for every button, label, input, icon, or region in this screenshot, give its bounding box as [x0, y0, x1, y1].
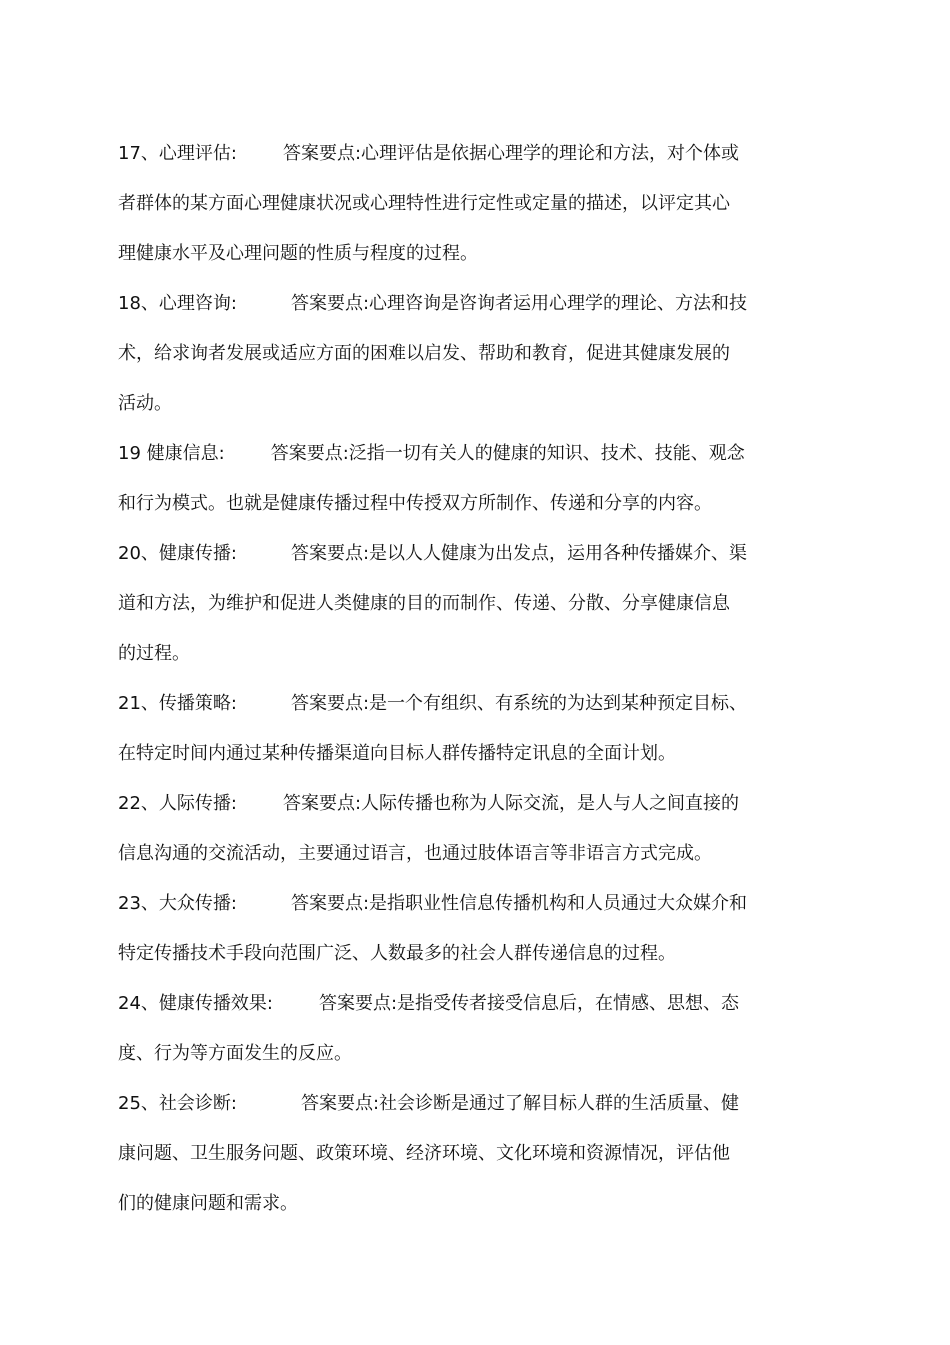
entry-term: 21、传播策略:	[118, 693, 237, 714]
entry-term: 19 健康信息:	[118, 443, 225, 464]
entry-term: 22、人际传播:	[118, 793, 237, 814]
entry-25-line-3: 们的健康问题和需求。	[118, 1193, 298, 1214]
entry-20-line-3: 的过程。	[118, 643, 190, 664]
entry-term: 23、大众传播:	[118, 893, 237, 914]
entry-17-line-2: 者群体的某方面心理健康状况或心理特性进行定性或定量的描述，以评定其心	[118, 193, 730, 214]
entry-19-line-1	[118, 442, 798, 466]
entry-text: 是指受传者接受信息后，在情感、思想、态	[397, 993, 740, 1014]
entry-text: 心理评估是依据心理学的理论和方法，对个体或	[361, 143, 740, 164]
entry-text: 是以人人健康为出发点，运用各种传播媒介、渠	[369, 543, 748, 564]
answer-label: 答案要点:	[282, 793, 362, 814]
entry-19-line-2: 和行为模式。也就是健康传播过程中传授双方所制作、传递和分享的内容。	[118, 493, 712, 514]
entry-text: 是一个有组织、有系统的为达到某种预定目标、	[369, 693, 748, 714]
entry-23-line-1	[118, 892, 798, 916]
entry-21-line-2: 在特定时间内通过某种传播渠道向目标人群传播特定讯息的全面计划。	[118, 743, 676, 764]
entry-term: 25、社会诊断:	[118, 1093, 237, 1114]
entry-22-line-2: 信息沟通的交流活动，主要通过语言，也通过肢体语言等非语言方式完成。	[118, 843, 712, 864]
entry-20-line-1	[118, 542, 798, 566]
entry-24-line-2: 度、行为等方面发生的反应。	[118, 1043, 352, 1064]
entry-17-line-1	[118, 142, 798, 166]
entry-term: 17、心理评估:	[118, 143, 237, 164]
entry-text: 泛指一切有关人的健康的知识、技术、技能、观念	[348, 443, 745, 464]
answer-label: 答案要点:	[290, 543, 370, 564]
entry-term: 20、健康传播:	[118, 543, 237, 564]
entry-term: 18、心理咨询:	[118, 293, 237, 314]
entry-17-line-3: 理健康水平及心理问题的性质与程度的过程。	[118, 243, 478, 264]
entry-text: 是指职业性信息传播机构和人员通过大众媒介和	[369, 893, 748, 914]
entry-text: 社会诊断是通过了解目标人群的生活质量、健	[379, 1093, 740, 1114]
entry-25-line-1	[118, 1092, 798, 1116]
entry-22-line-1	[118, 792, 798, 816]
entry-18-line-1	[118, 292, 798, 316]
entry-20-line-2: 道和方法，为维护和促进人类健康的目的而制作、传递、分散、分享健康信息	[118, 593, 730, 614]
answer-label: 答案要点:	[318, 993, 398, 1014]
answer-label: 答案要点:	[300, 1093, 380, 1114]
entry-text: 心理咨询是咨询者运用心理学的理论、方法和技	[369, 293, 748, 314]
entry-23-line-2: 特定传播技术手段向范围广泛、人数最多的社会人群传递信息的过程。	[118, 943, 676, 964]
answer-label: 答案要点:	[270, 443, 349, 464]
entry-text: 人际传播也称为人际交流，是人与人之间直接的	[361, 793, 740, 814]
answer-label: 答案要点:	[290, 693, 370, 714]
entry-18-line-3: 活动。	[118, 393, 172, 414]
entry-24-line-1	[118, 992, 798, 1016]
answer-label: 答案要点:	[282, 143, 362, 164]
entry-25-line-2: 康问题、卫生服务问题、政策环境、经济环境、文化环境和资源情况，评估他	[118, 1143, 730, 1164]
entry-18-line-2: 术，给求询者发展或适应方面的困难以启发、帮助和教育，促进其健康发展的	[118, 343, 730, 364]
entry-21-line-1	[118, 692, 798, 716]
entry-term: 24、健康传播效果:	[118, 993, 273, 1014]
answer-label: 答案要点:	[290, 893, 370, 914]
answer-label: 答案要点:	[290, 293, 370, 314]
